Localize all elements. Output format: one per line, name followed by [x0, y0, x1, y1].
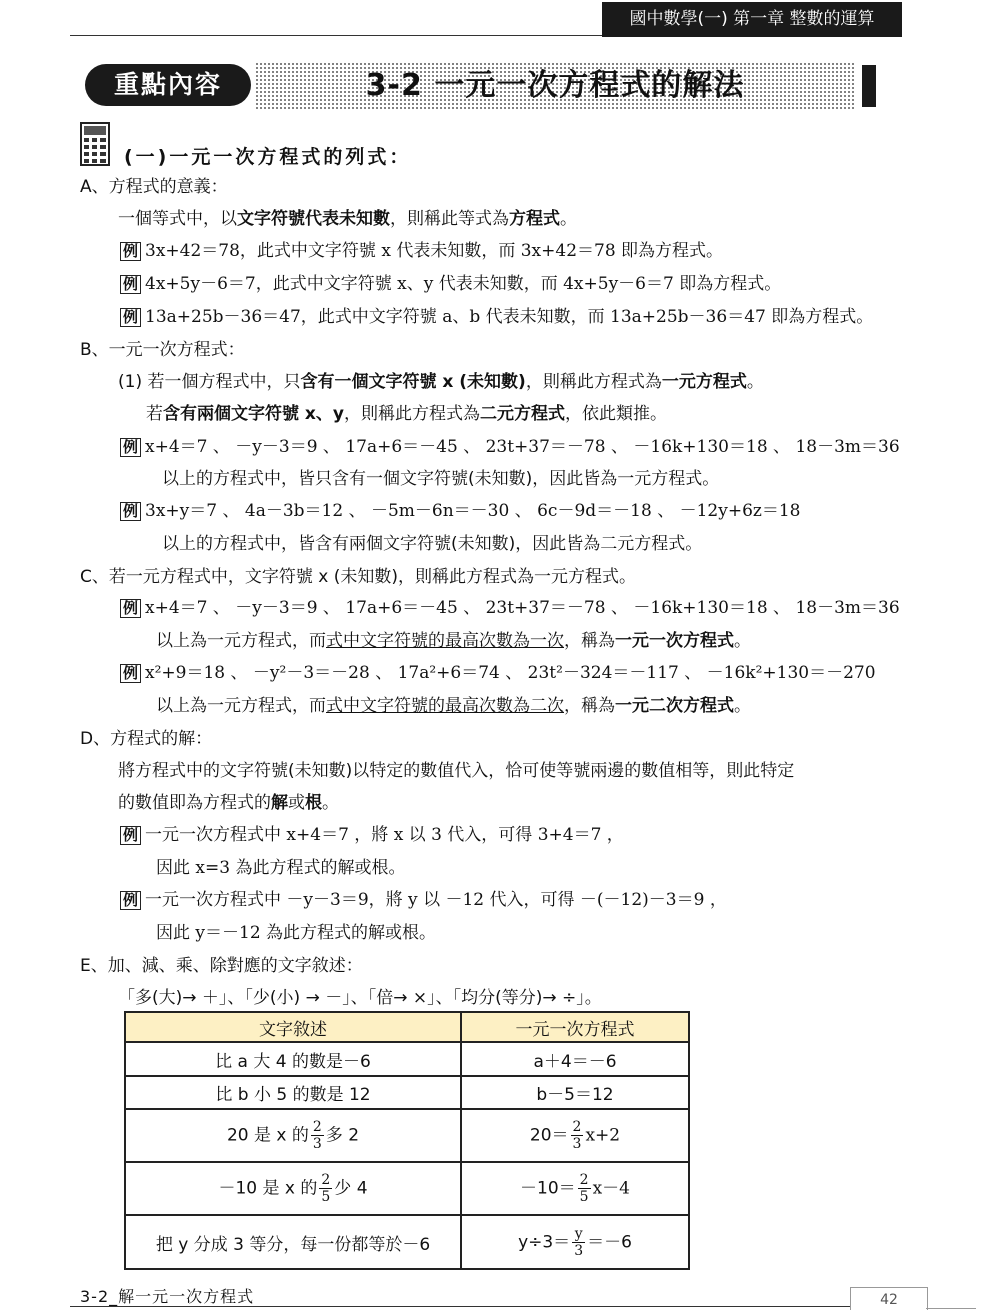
a-definition: 一個等式中，以文字符號代表未知數，則稱此等式為方程式。: [118, 209, 577, 229]
fraction: $\frac{2}{5}$: [579, 1172, 589, 1205]
page-number-rule: [926, 1308, 976, 1309]
example-a1: 例 3x+42＝78，此式中文字符號 x 代表未知數，而 3x+42＝78 即為方程式。: [120, 240, 723, 262]
table-cell: －10＝ $\frac{2}{5}$ x－4: [461, 1162, 689, 1215]
banner-end-bar: [862, 65, 876, 107]
example-label: 例: [120, 275, 141, 294]
example-b2-note: 以上的方程式中，皆含有兩個文字符號(未知數)，因此皆為二元方程式。: [162, 534, 703, 554]
b-line1: (1) 若一個方程式中，只含有一個文字符號 x (未知數)，則稱此方程式為一元方程式。: [118, 372, 764, 392]
d-line2: 的數值即為方程式的解或根。: [118, 793, 339, 813]
heading-d: D、方程式的解：: [80, 729, 213, 749]
table-cell: b－5＝12: [461, 1076, 689, 1109]
table-cell: 比 a 大 4 的數是－6: [125, 1042, 461, 1076]
operation-words: 「多(大)→ ＋」、「少(小) → －」、「倍→ ×」、「均分(等分)→ ÷」。: [118, 988, 602, 1008]
table-cell: 把 y 分成 3 等分，每一份都等於－6: [125, 1215, 461, 1269]
chapter-header: 國中數學(一) 第一章 整數的運算: [602, 2, 902, 37]
table-header-row: [125, 1012, 689, 1042]
example-label: 例: [120, 242, 141, 261]
example-c2: 例 x²+9＝18 、 －y²－3＝－28 、 17a²+6＝74 、 23t²－324＝－117 、 －16k²+130＝－270: [120, 662, 876, 684]
example-d1: 例 一元一次方程式中 x+4＝7 ，將 x 以 3 代入，可得 3+4＝7 ，: [120, 824, 624, 846]
page-number: 42: [850, 1287, 928, 1310]
heading-e: E、加、減、乘、除對應的文字敘述：: [80, 956, 363, 976]
example-b2: 例 3x+y＝7 、 4a－3b＝12 、 －5m－6n＝－30 、 6c－9d＝－18 、 －12y+6z＝18: [120, 500, 800, 522]
example-label: 例: [120, 826, 141, 845]
heading-a: A、方程式的意義：: [80, 177, 228, 197]
example-c1-note: 以上為一元方程式，而式中文字符號的最高次數為一次，稱為一元一次方程式。: [156, 631, 751, 651]
fraction: $\frac{2}{3}$: [572, 1119, 582, 1152]
example-b1-note: 以上的方程式中，皆只含有一個文字符號(未知數)，因此皆為一元方程式。: [162, 469, 720, 489]
footer-section-name: 3-2_解一元一次方程式: [80, 1287, 255, 1306]
fraction: $\frac{2}{3}$: [312, 1119, 322, 1152]
example-d2-conclusion: 因此 y＝－12 為此方程式的解或根。: [156, 923, 437, 943]
table-cell: 20 是 x 的 $\frac{2}{3}$ 多 2: [125, 1109, 461, 1162]
d-line1: 將方程式中的文字符號(未知數)以特定的數值代入，恰可使等號兩邊的數值相等，則此特定: [118, 761, 795, 781]
example-d1-conclusion: 因此 x=3 為此方程式的解或根。: [156, 858, 406, 878]
b-line2: 若含有兩個文字符號 x、y，則稱此方程式為二元方程式，依此類推。: [146, 404, 667, 424]
example-c1: 例 x+4＝7 、 －y－3＝9 、 17a+6＝－45 、 23t+37＝－78 、 －16k+130＝18 、 18－3m＝36: [120, 597, 900, 619]
example-b1: 例 x+4＝7 、 －y－3＝9 、 17a+6＝－45 、 23t+37＝－78 、 －16k+130＝18 、 18－3m＝36: [120, 436, 900, 458]
table-cell: －10 是 x 的 $\frac{2}{5}$ 少 4: [125, 1162, 461, 1215]
calculator-icon: [80, 122, 110, 166]
table-cell: 比 b 小 5 的數是 12: [125, 1076, 461, 1109]
key-content-tag: 重點內容: [85, 64, 251, 106]
header-rule: [70, 35, 602, 36]
fraction: $\frac{y}{3}$: [574, 1225, 584, 1259]
example-label: 例: [120, 599, 141, 618]
example-c2-note: 以上為一元方程式，而式中文字符號的最高次數為二次，稱為一元二次方程式。: [156, 696, 751, 716]
section-title: 3-2 一元一次方程式的解法: [365, 68, 745, 103]
table-row: [125, 1109, 689, 1162]
footer-rule: [70, 1306, 850, 1307]
table-row: [125, 1042, 689, 1076]
example-a2: 例 4x+5y－6＝7，此式中文字符號 x、y 代表未知數，而 4x+5y－6＝7 即為方程式。: [120, 273, 781, 295]
table-header-equation: 一元一次方程式: [461, 1012, 689, 1042]
example-label: 例: [120, 891, 141, 910]
example-label: 例: [120, 438, 141, 457]
table-cell: a＋4＝－6: [461, 1042, 689, 1076]
heading-b: B、一元一次方程式：: [80, 340, 245, 360]
example-label: 例: [120, 502, 141, 521]
table-row: [125, 1076, 689, 1109]
table-cell: y÷3＝ $\frac{y}{3}$ ＝－6: [461, 1215, 689, 1269]
table-row: [125, 1162, 689, 1215]
example-a3: 例 13a+25b－36＝47，此式中文字符號 a、b 代表未知數，而 13a+25b－36＝47 即為方程式。: [120, 306, 873, 328]
table-cell: 20＝ $\frac{2}{3}$ x+2: [461, 1109, 689, 1162]
example-label: 例: [120, 308, 141, 327]
table-header-description: 文字敘述: [125, 1012, 461, 1042]
heading-c: C、若一元方程式中，文字符號 x (未知數)，則稱此方程式為一元方程式。: [80, 567, 637, 587]
translation-table: [124, 1011, 690, 1270]
example-d2: 例 一元一次方程式中 －y－3＝9，將 y 以 －12 代入，可得 －(－12)－3＝9 ，: [120, 889, 727, 911]
subsection-title: (一)一元一次方程式的列式：: [124, 146, 412, 168]
example-label: 例: [120, 664, 141, 683]
table-row: [125, 1215, 689, 1269]
fraction: $\frac{2}{5}$: [321, 1172, 331, 1205]
